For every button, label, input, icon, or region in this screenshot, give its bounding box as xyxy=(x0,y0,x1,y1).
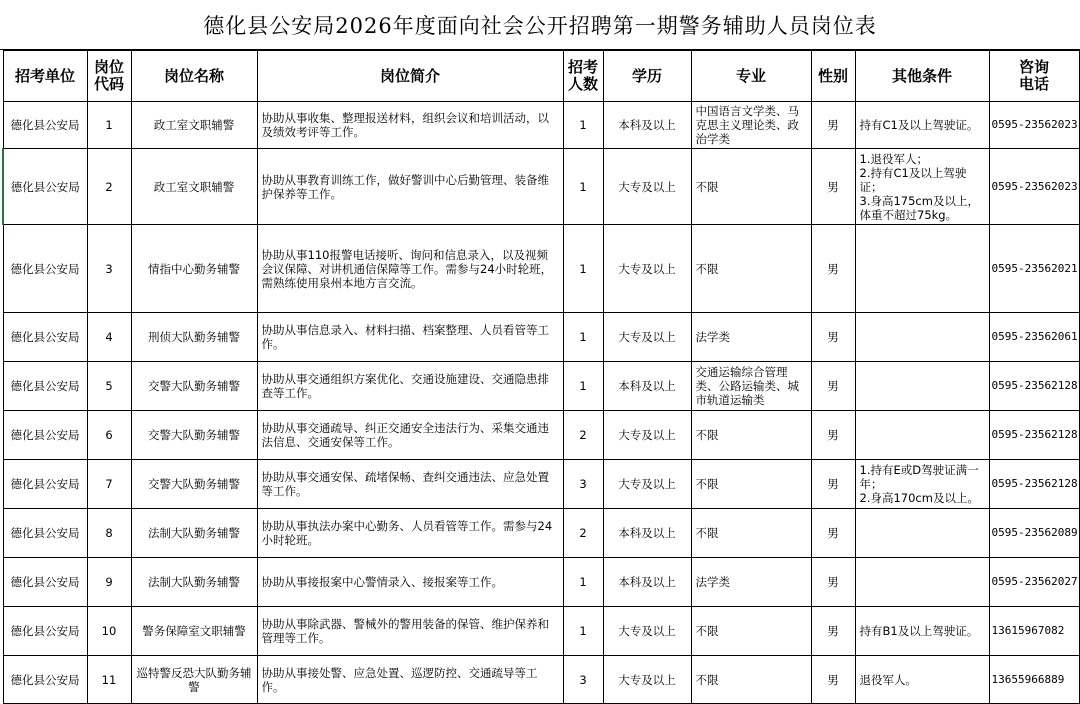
cell-education[interactable]: 大专及以上 xyxy=(603,149,691,225)
cell-unit[interactable]: 德化县公安局 xyxy=(3,460,87,509)
cell-phone[interactable]: 0595-23562023 xyxy=(989,149,1079,225)
cell-unit[interactable]: 德化县公安局 xyxy=(3,149,87,225)
cell-code[interactable]: 9 xyxy=(87,558,131,607)
cell-intro[interactable]: 协助从事交通疏导、纠正交通安全违法行为、采集交通违法信息、交通安保等工作。 xyxy=(257,411,563,460)
cell-code[interactable]: 10 xyxy=(87,607,131,656)
cell-education[interactable]: 大专及以上 xyxy=(603,656,691,704)
cell-unit[interactable]: 德化县公安局 xyxy=(3,102,87,149)
cell-gender[interactable]: 男 xyxy=(811,225,855,313)
cell-other-conditions[interactable]: 1.持有E或D驾驶证满一年； 2.身高170cm及以上。 xyxy=(855,460,989,509)
cell-unit[interactable]: 德化县公安局 xyxy=(3,313,87,362)
cell-other-conditions[interactable] xyxy=(855,362,989,411)
cell-count[interactable]: 1 xyxy=(563,149,603,225)
header-other[interactable]: 其他条件 xyxy=(855,51,989,102)
cell-education[interactable]: 大专及以上 xyxy=(603,607,691,656)
cell-position-name[interactable]: 交警大队勤务辅警 xyxy=(131,460,257,509)
cell-code[interactable]: 5 xyxy=(87,362,131,411)
cell-phone[interactable]: 0595-23562061 xyxy=(989,313,1079,362)
cell-phone[interactable]: 0595-23562128 xyxy=(989,362,1079,411)
table-row xyxy=(3,411,1079,460)
cell-code[interactable]: 8 xyxy=(87,509,131,558)
header-edu[interactable]: 学历 xyxy=(603,51,691,102)
cell-unit[interactable]: 德化县公安局 xyxy=(3,509,87,558)
cell-intro[interactable]: 协助从事接报案中心警情录入、接报案等工作。 xyxy=(257,558,563,607)
cell-code[interactable]: 4 xyxy=(87,313,131,362)
cell-other-conditions[interactable] xyxy=(855,313,989,362)
cell-code[interactable]: 1 xyxy=(87,102,131,149)
cell-other-conditions[interactable]: 退役军人。 xyxy=(855,656,989,704)
cell-code[interactable]: 3 xyxy=(87,225,131,313)
cell-code[interactable]: 7 xyxy=(87,460,131,509)
table-row xyxy=(3,362,1079,411)
cell-code[interactable]: 2 xyxy=(87,149,131,225)
header-count[interactable]: 招考 人数 xyxy=(563,51,603,102)
cell-position-name[interactable]: 交警大队勤务辅警 xyxy=(131,411,257,460)
cell-intro[interactable]: 协助从事交通安保、疏堵保畅、查纠交通违法、应急处置等工作。 xyxy=(257,460,563,509)
cell-unit[interactable]: 德化县公安局 xyxy=(3,656,87,704)
cell-intro[interactable]: 协助从事信息录入、材料扫描、档案整理、人员看管等工作。 xyxy=(257,313,563,362)
cell-position-name[interactable]: 交警大队勤务辅警 xyxy=(131,362,257,411)
cell-gender[interactable]: 男 xyxy=(811,102,855,149)
header-name[interactable]: 岗位名称 xyxy=(131,51,257,102)
cell-gender[interactable]: 男 xyxy=(811,362,855,411)
table-row xyxy=(3,149,1079,225)
header-code[interactable]: 岗位 代码 xyxy=(87,51,131,102)
cell-intro[interactable]: 协助从事教育训练工作，做好警训中心后勤管理、装备维护保养等工作。 xyxy=(257,149,563,225)
header-phone[interactable]: 咨询 电话 xyxy=(989,51,1079,102)
page-title: 德化县公安局2026年度面向社会公开招聘第一期警务辅助人员岗位表 xyxy=(0,0,1080,50)
cell-unit[interactable]: 德化县公安局 xyxy=(3,558,87,607)
cell-unit[interactable]: 德化县公安局 xyxy=(3,362,87,411)
cell-gender[interactable]: 男 xyxy=(811,607,855,656)
cell-education[interactable]: 大专及以上 xyxy=(603,460,691,509)
table-row xyxy=(3,102,1079,149)
cell-major[interactable]: 不限 xyxy=(691,607,811,656)
cell-count[interactable]: 1 xyxy=(563,102,603,149)
cell-position-name[interactable]: 巡特警反恐大队勤务辅警 xyxy=(131,656,257,704)
cell-unit[interactable]: 德化县公安局 xyxy=(3,607,87,656)
table-row xyxy=(3,313,1079,362)
cell-count[interactable]: 1 xyxy=(563,313,603,362)
cell-other-conditions[interactable] xyxy=(855,225,989,313)
cell-position-name[interactable]: 警务保障室文职辅警 xyxy=(131,607,257,656)
cell-major[interactable]: 不限 xyxy=(691,225,811,313)
cell-intro[interactable]: 协助从事执法办案中心勤务、人员看管等工作。需参与24小时轮班。 xyxy=(257,509,563,558)
cell-phone[interactable]: 13615967082 xyxy=(989,607,1079,656)
cell-education[interactable]: 本科及以上 xyxy=(603,509,691,558)
cell-education[interactable]: 大专及以上 xyxy=(603,411,691,460)
cell-count[interactable]: 2 xyxy=(563,509,603,558)
cell-other-conditions[interactable]: 持有C1及以上驾驶证。 xyxy=(855,102,989,149)
table-row xyxy=(3,460,1079,509)
table-row xyxy=(3,558,1079,607)
cell-phone[interactable]: 0595-23562023 xyxy=(989,102,1079,149)
cell-major[interactable]: 交通运输综合管理类、公路运输类、城市轨道运输类 xyxy=(691,362,811,411)
cell-unit[interactable]: 德化县公安局 xyxy=(3,225,87,313)
cell-phone[interactable]: 0595-23562089 xyxy=(989,509,1079,558)
cell-major[interactable]: 中国语言文学类、马克思主义理论类、政治学类 xyxy=(691,102,811,149)
header-row xyxy=(3,51,1079,102)
cell-major[interactable]: 不限 xyxy=(691,509,811,558)
header-intro[interactable]: 岗位简介 xyxy=(257,51,563,102)
cell-major[interactable]: 法学类 xyxy=(691,558,811,607)
cell-major[interactable]: 法学类 xyxy=(691,313,811,362)
cell-education[interactable]: 大专及以上 xyxy=(603,313,691,362)
cell-major[interactable]: 不限 xyxy=(691,656,811,704)
cell-count[interactable]: 1 xyxy=(563,225,603,313)
table-row xyxy=(3,509,1079,558)
cell-count[interactable]: 3 xyxy=(563,656,603,704)
cell-intro[interactable]: 协助从事除武器、警械外的警用装备的保管、维护保养和管理等工作。 xyxy=(257,607,563,656)
cell-count[interactable]: 1 xyxy=(563,607,603,656)
cell-intro[interactable]: 协助从事110报警电话接听、询问和信息录入，以及视频会议保障、对讲机通信保障等工作。需参与24小时轮班，需熟练使用泉州本地方言交流。 xyxy=(257,225,563,313)
cell-count[interactable]: 1 xyxy=(563,558,603,607)
cell-gender[interactable]: 男 xyxy=(811,149,855,225)
cell-major[interactable]: 不限 xyxy=(691,411,811,460)
cell-phone[interactable]: 0595-23562128 xyxy=(989,411,1079,460)
cell-other-conditions[interactable] xyxy=(855,509,989,558)
cell-code[interactable]: 6 xyxy=(87,411,131,460)
cell-other-conditions[interactable] xyxy=(855,558,989,607)
cell-count[interactable]: 3 xyxy=(563,460,603,509)
cell-other-conditions[interactable] xyxy=(855,411,989,460)
header-major[interactable]: 专业 xyxy=(691,51,811,102)
cell-education[interactable]: 本科及以上 xyxy=(603,102,691,149)
table-row xyxy=(3,607,1079,656)
cell-intro[interactable]: 协助从事接处警、应急处置、巡逻防控、交通疏导等工作。 xyxy=(257,656,563,704)
cell-major[interactable]: 不限 xyxy=(691,460,811,509)
cell-gender[interactable]: 男 xyxy=(811,460,855,509)
cell-count[interactable]: 2 xyxy=(563,411,603,460)
cell-phone[interactable]: 0595-23562027 xyxy=(989,558,1079,607)
cell-education[interactable]: 大专及以上 xyxy=(603,225,691,313)
cell-position-name[interactable]: 政工室文职辅警 xyxy=(131,102,257,149)
cell-gender[interactable]: 男 xyxy=(811,411,855,460)
header-unit[interactable]: 招考单位 xyxy=(3,51,87,102)
cell-other-conditions[interactable]: 1.退役军人； 2.持有C1及以上驾驶证； 3.身高175cm及以上，体重不超过75kg。 xyxy=(855,149,989,225)
cell-phone[interactable]: 0595-23562021 xyxy=(989,225,1079,313)
cell-phone[interactable]: 0595-23562128 xyxy=(989,460,1079,509)
cell-intro[interactable]: 协助从事交通组织方案优化、交通设施建设、交通隐患排查等工作。 xyxy=(257,362,563,411)
cell-code[interactable]: 11 xyxy=(87,656,131,704)
cell-position-name[interactable]: 刑侦大队勤务辅警 xyxy=(131,313,257,362)
cell-other-conditions[interactable]: 持有B1及以上驾驶证。 xyxy=(855,607,989,656)
cell-position-name[interactable]: 政工室文职辅警 xyxy=(131,149,257,225)
positions-table xyxy=(2,50,1080,704)
cell-gender[interactable]: 男 xyxy=(811,558,855,607)
table-row xyxy=(3,656,1079,704)
cell-position-name[interactable]: 法制大队勤务辅警 xyxy=(131,558,257,607)
cell-gender[interactable]: 男 xyxy=(811,509,855,558)
cell-gender[interactable]: 男 xyxy=(811,656,855,704)
cell-education[interactable]: 本科及以上 xyxy=(603,362,691,411)
table-row xyxy=(3,225,1079,313)
cell-unit[interactable]: 德化县公安局 xyxy=(3,411,87,460)
cell-intro[interactable]: 协助从事收集、整理报送材料，组织会议和培训活动，以及绩效考评等工作。 xyxy=(257,102,563,149)
header-gender[interactable]: 性别 xyxy=(811,51,855,102)
cell-education[interactable]: 本科及以上 xyxy=(603,558,691,607)
cell-phone[interactable]: 13655966889 xyxy=(989,656,1079,704)
cell-gender[interactable]: 男 xyxy=(811,313,855,362)
cell-count[interactable]: 1 xyxy=(563,362,603,411)
cell-major[interactable]: 不限 xyxy=(691,149,811,225)
cell-position-name[interactable]: 情指中心勤务辅警 xyxy=(131,225,257,313)
cell-position-name[interactable]: 法制大队勤务辅警 xyxy=(131,509,257,558)
